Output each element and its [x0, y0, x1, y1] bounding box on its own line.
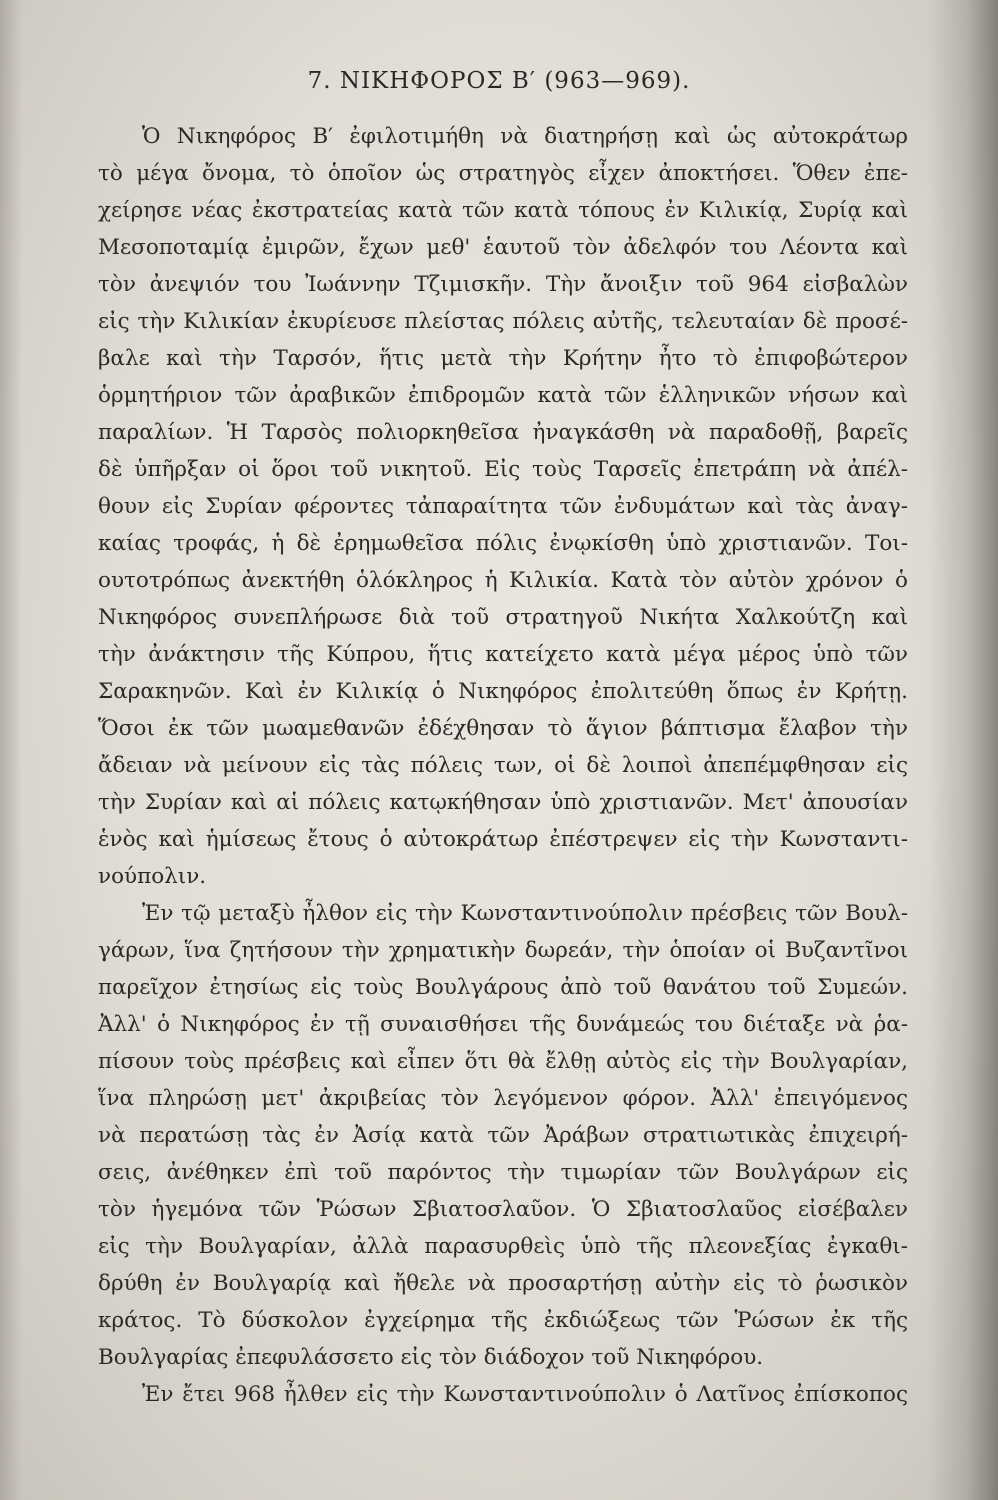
text-line: τὸ μέγα ὄνομα, τὸ ὁποῖον ὡς στρατηγὸς εἶχεν ἀποκτήσει. Ὅθεν ἐπε-: [98, 161, 908, 186]
text-line: τὴν Συρίαν καὶ αἱ πόλεις κατῳκήθησαν ὑπὸ χριστιανῶν. Μετ' ἀπουσίαν: [98, 790, 908, 815]
text-line: Μεσοποταμίᾳ ἐμιρῶν, ἔχων μεθ' ἑαυτοῦ τὸν ἀδελφόν του Λέοντα καὶ: [98, 235, 908, 260]
text-line: ἑνὸς καὶ ἡμίσεως ἔτους ὁ αὐτοκράτωρ ἐπέστρεψεν εἰς τὴν Κωνσταντι-: [98, 827, 908, 852]
text-line: νούπολιν.: [98, 864, 207, 889]
text-line: δρύθη ἐν Βουλγαρίᾳ καὶ ἤθελε νὰ προσαρτήσῃ αὐτὴν εἰς τὸ ῥωσικὸν: [98, 1271, 908, 1296]
text-line: Ὅσοι ἐκ τῶν μωαμεθανῶν ἐδέχθησαν τὸ ἅγιον βάπτισμα ἔλαβον τὴν: [98, 716, 908, 741]
text-line: παραλίων. Ἡ Ταρσὸς πολιορκηθεῖσα ἠναγκάσθη νὰ παραδοθῇ, βαρεῖς: [98, 420, 908, 445]
text-line: Ἀλλ' ὁ Νικηφόρος ἐν τῇ συναισθήσει τῆς δυνάμεώς του διέταξε νὰ ῥα-: [98, 1012, 908, 1037]
text-line: βαλε καὶ τὴν Ταρσόν, ἥτις μετὰ τὴν Κρήτην ἦτο τὸ ἐπιφοβώτερον: [98, 346, 908, 371]
text-line: ουτοτρόπως ἀνεκτήθη ὁλόκληρος ἡ Κιλικία. Κατὰ τὸν αὐτὸν χρόνον ὁ: [98, 568, 908, 593]
text-line: γάρων, ἵνα ζητήσουν τὴν χρηματικὴν δωρεάν, τὴν ὁποίαν οἱ Βυζαντῖνοι: [98, 938, 908, 963]
text-line: καίας τροφάς, ἡ δὲ ἐρημωθεῖσα πόλις ἐνῳκίσθη ὑπὸ χριστιανῶν. Τοι-: [98, 531, 908, 556]
text-line: τὴν ἀνάκτησιν τῆς Κύπρου, ἥτις κατείχετο κατὰ μέγα μέρος ὑπὸ τῶν: [98, 642, 908, 667]
text-line: σεις, ἀνέθηκεν ἐπὶ τοῦ παρόντος τὴν τιμωρίαν τῶν Βουλγάρων εἰς: [98, 1160, 908, 1185]
chapter-heading: 7. ΝΙΚΗΦΟΡΟΣ Β′ (963—969).: [307, 68, 691, 94]
text-line: χείρησε νέας ἐκστρατείας κατὰ τῶν κατὰ τόπους ἐν Κιλικίᾳ, Συρίᾳ καὶ: [98, 198, 908, 223]
text-line: Ὁ Νικηφόρος Β′ ἐφιλοτιμήθη νὰ διατηρήσῃ καὶ ὡς αὐτοκράτωρ: [142, 124, 908, 149]
text-line: ἵνα πληρώσῃ μετ' ἀκριβείας τὸν λεγόμενον φόρον. Ἀλλ' ἐπειγόμενος: [98, 1086, 908, 1111]
text-line: Ἐν τῷ μεταξὺ ἦλθον εἰς τὴν Κωνσταντινούπολιν πρέσβεις τῶν Βουλ-: [142, 901, 908, 926]
body-text: [98, 118, 908, 1413]
text-line: εἰς τὴν Κιλικίαν ἐκυρίευσε πλείστας πόλεις αὐτῆς, τελευταίαν δὲ προσέ-: [98, 309, 908, 334]
text-line: ἄδειαν νὰ μείνουν εἰς τὰς πόλεις των, οἱ δὲ λοιποὶ ἀπεπέμφθησαν εἰς: [98, 753, 908, 778]
text-line: δὲ ὑπῆρξαν οἱ ὅροι τοῦ νικητοῦ. Εἰς τοὺς Ταρσεῖς ἐπετράπη νὰ ἀπέλ-: [98, 457, 908, 482]
page-left-edge: [0, 0, 22, 1500]
text-line: τὸν ἀνεψιόν του Ἰωάννην Τζιμισκῆν. Τὴν ἄνοιξιν τοῦ 964 εἰσβαλὼν: [98, 272, 908, 297]
text-line: Νικηφόρος συνεπλήρωσε διὰ τοῦ στρατηγοῦ Νικήτα Χαλκούτζη καὶ: [98, 605, 908, 630]
page-spine-shadow: [928, 0, 998, 1500]
text-line: τὸν ἡγεμόνα τῶν Ῥώσων Σβιατοσλαῦον. Ὁ Σβιατοσλαῦος εἰσέβαλεν: [98, 1197, 908, 1222]
text-line: ὁρμητήριον τῶν ἀραβικῶν ἐπιδρομῶν κατὰ τῶν ἑλληνικῶν νήσων καὶ: [98, 383, 908, 408]
text-line: παρεῖχον ἐτησίως εἰς τοὺς Βουλγάρους ἀπὸ τοῦ θανάτου τοῦ Συμεών.: [98, 975, 908, 1000]
text-line: κράτος. Τὸ δύσκολον ἐγχείρημα τῆς ἐκδιώξεως τῶν Ῥώσων ἐκ τῆς: [98, 1308, 908, 1333]
text-line: Σαρακηνῶν. Καὶ ἐν Κιλικίᾳ ὁ Νικηφόρος ἐπολιτεύθη ὅπως ἐν Κρήτῃ.: [98, 679, 908, 704]
text-line: εἰς τὴν Βουλγαρίαν, ἀλλὰ παρασυρθεὶς ὑπὸ τῆς πλεονεξίας ἐγκαθι-: [98, 1234, 908, 1259]
text-line: νὰ περατώσῃ τὰς ἐν Ἀσίᾳ κατὰ τῶν Ἀράβων στρατιωτικὰς ἐπιχειρή-: [98, 1123, 908, 1148]
text-line: θουν εἰς Συρίαν φέροντες τἀπαραίτητα τῶν ἐνδυμάτων καὶ τὰς ἀναγ-: [98, 494, 908, 519]
text-line: πίσουν τοὺς πρέσβεις καὶ εἶπεν ὅτι θὰ ἔλθῃ αὐτὸς εἰς τὴν Βουλγαρίαν,: [98, 1049, 908, 1074]
text-line: Ἐν ἔτει 968 ἦλθεν εἰς τὴν Κωνσταντινούπολιν ὁ Λατῖνος ἐπίσκοπος: [142, 1382, 908, 1407]
text-line: Βουλγαρίας ἐπεφυλάσσετο εἰς τὸν διάδοχον τοῦ Νικηφόρου.: [98, 1345, 764, 1370]
